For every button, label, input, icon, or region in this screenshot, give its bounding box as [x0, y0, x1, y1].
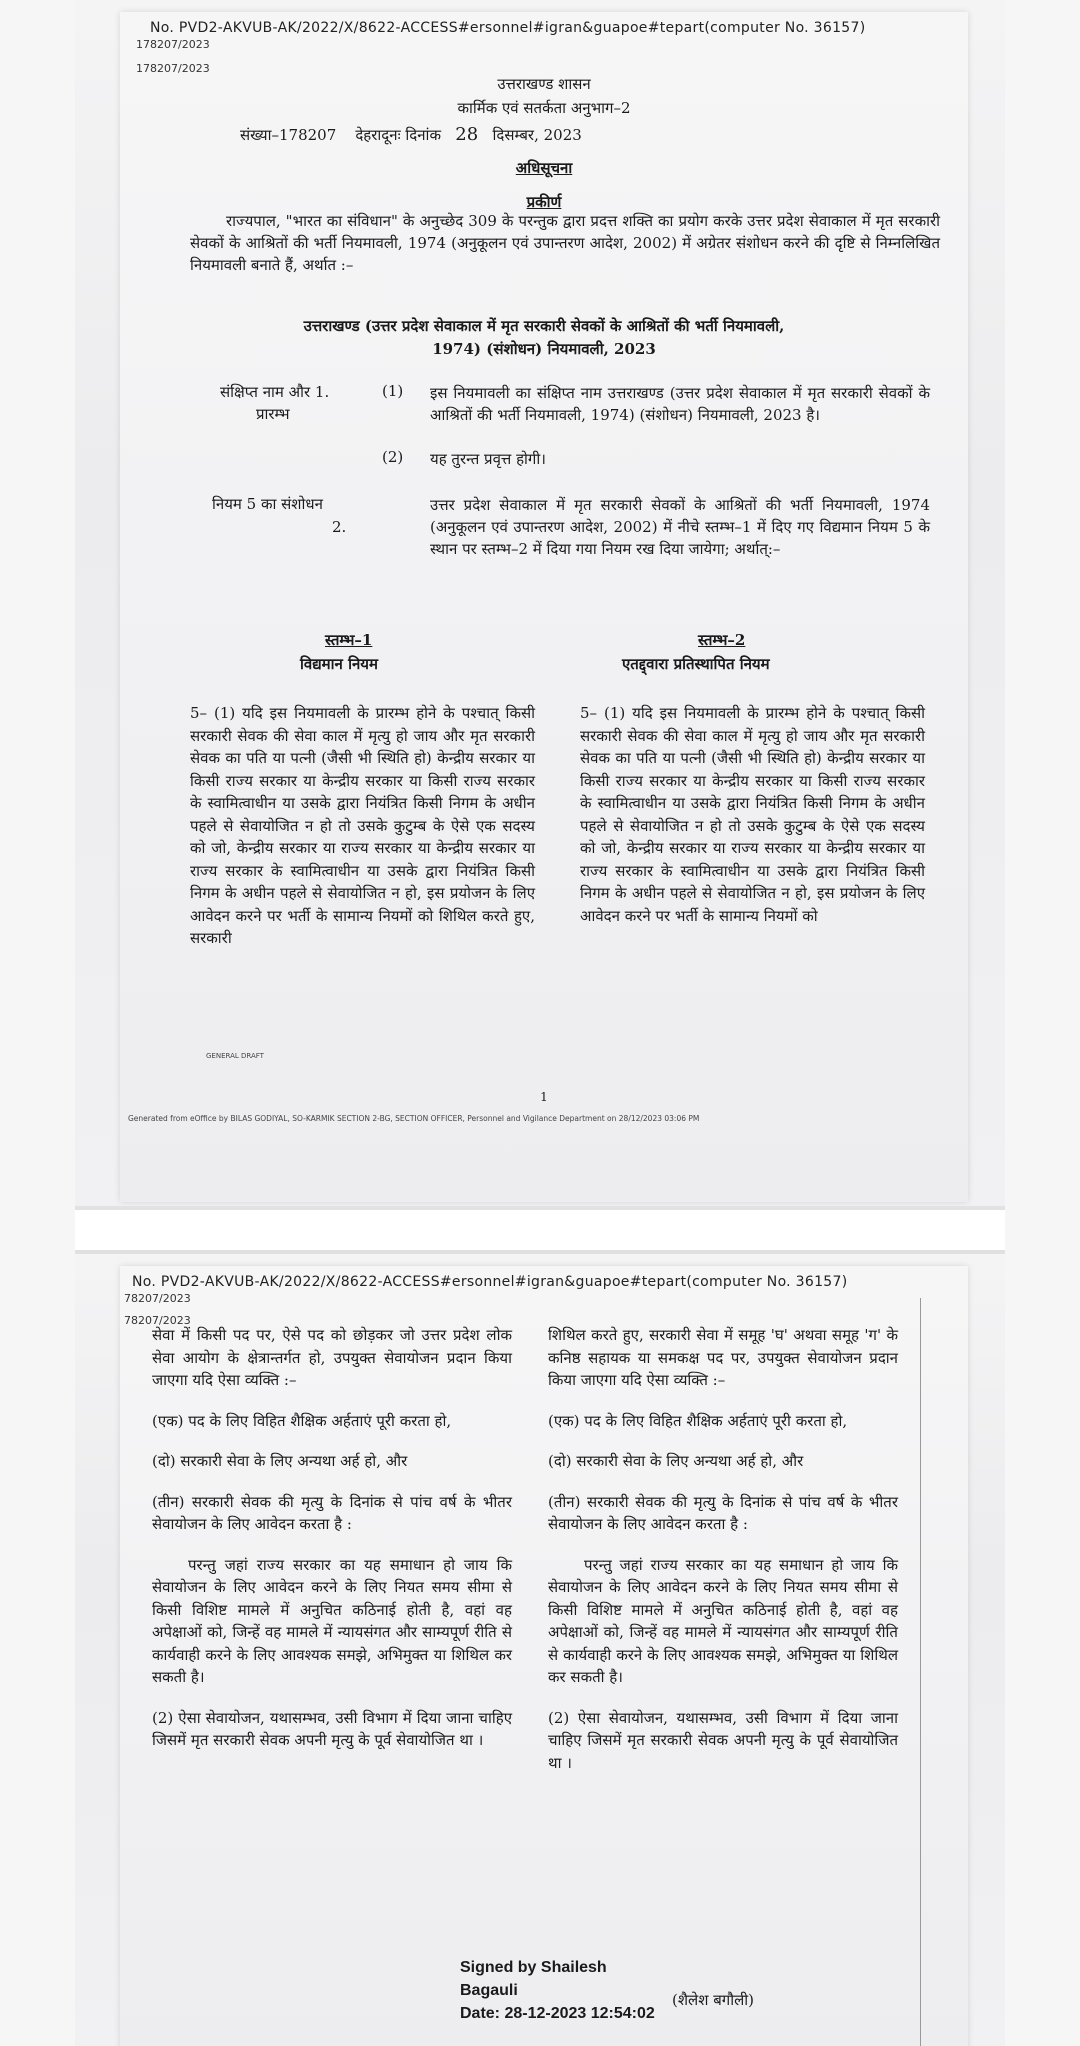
column-1-paragraph: (दो) सरकारी सेवा के लिए अन्यथा अर्ह हो, और: [152, 1452, 408, 1470]
column-1-heading: स्तम्भ–1: [325, 631, 373, 649]
page-border-line: [920, 1298, 921, 2046]
signatory-name: (शैलेश बगौली): [672, 1991, 754, 2009]
column-2-heading: स्तम्भ–2: [698, 631, 746, 649]
reference-number: 78207/2023: [124, 1314, 191, 1327]
reference-number: 78207/2023: [124, 1292, 191, 1305]
issue-month-year: दिसम्बर, 2023: [492, 126, 582, 144]
government-header: उत्तराखण्ड शासन: [497, 75, 591, 93]
reference-number: 178207/2023: [136, 38, 210, 51]
signature-date: Date: 28-12-2023 12:54:02: [460, 2005, 655, 2022]
notification-title: अधिसूचना: [515, 159, 573, 177]
issue-day: 28: [455, 124, 479, 145]
eoffice-footer: Generated from eOffice by BILAS GODIYAL, SO-KARMIK SECTION 2-BG, SECTION OFFICER, Personnel and Vigilance Department on 28/12/2023 03:06 PM: [128, 1114, 700, 1123]
signature-line: Bagauli: [460, 1982, 518, 1999]
file-number: No. PVD2-AKVUB-AK/2022/X/8622-ACCESS#ersonnel#igran&guapoe#tepart(computer No. 36157): [150, 20, 866, 36]
rule-title-line-1: उत्तराखण्ड (उत्तर प्रदेश सेवाकाल में मृत सरकारी सेवकों के आश्रितों की भर्ती नियमावली,: [303, 317, 785, 335]
issue-line: [240, 124, 582, 145]
section-1-label-2: प्रारम्भ: [256, 405, 290, 423]
section-2-text: उत्तर प्रदेश सेवाकाल में मृत सरकारी सेवकों के आश्रितों की भर्ती नियमावली, 1974 (अनुकूलन एवं उपान्तरण आदेश, 2002) में नीचे स्तम्भ–1 में दिए गए विद्यमान नियम 5 के स्थान पर स्तम्भ–2 में दिया गया नियम रख दिया जायेगा; अर्थात्:–: [430, 496, 930, 558]
column-1-paragraph: (एक) पद के लिए विहित शैक्षिक अर्हताएं पूरी करता हो,: [152, 1411, 452, 1430]
column-2-proviso: परन्तु जहां राज्य सरकार का यह समाधान हो जाय कि सेवायोजन के लिए आवेदन करने के लिए नियत समय सीमा से किसी विशिष्ट मामले में अनुचित कठिनाई होती है, वहां वह अपेक्षाओं को, जिन्हें वह मामले में न्यायसंगत और साम्यपूर्ण रीति से कार्यवाही करने के लिए आवश्यक समझे, अभिमुक्त या शिथिल कर सकती है।: [548, 1555, 898, 1686]
clause-1-text: इस नियमावली का संक्षिप्त नाम उत्तराखण्ड (उत्तर प्रदेश सेवाकाल में मृत सरकारी सेवकों के आश्रितों की भर्ती नियमावली, 1974) (संशोधन) नियमावली, 2023 है।: [430, 384, 930, 424]
left-margin: [0, 0, 75, 2046]
column-1-proviso: परन्तु जहां राज्य सरकार का यह समाधान हो जाय कि सेवायोजन के लिए आवेदन करने के लिए नियत समय सीमा से किसी विशिष्ट मामले में अनुचित कठिनाई होती है, वहां वह अपेक्षाओं को, जिन्हें वह मामले में न्यायसंगत और साम्यपूर्ण रीति से कार्यवाही करने के लिए आवश्यक समझे, अभिमुक्त या शिथिल कर सकती है।: [152, 1555, 512, 1686]
scanned-page-1: [75, 0, 1005, 1210]
section-2-number: 2.: [332, 518, 347, 536]
paper-sheet-1: [120, 12, 968, 1202]
right-margin: [1005, 0, 1080, 2046]
draft-tag: GENERAL DRAFT: [206, 1052, 264, 1060]
column-2-paragraph: शिथिल करते हुए, सरकारी सेवा में समूह 'घ' अथवा समूह 'ग' के कनिष्ठ सहायक या समकक्ष पद पर, उपयुक्त सेवायोजन प्रदान किया जाएगा यदि ऐसा व्यक्ति :–: [548, 1326, 898, 1389]
rule-title-line-2: 1974) (संशोधन) नियमावली, 2023: [432, 340, 656, 358]
page-number: 1: [540, 1090, 548, 1104]
column-1-continued: [152, 1324, 512, 1770]
scanned-page-2: [75, 1250, 1005, 2046]
column-2-paragraph: (दो) सरकारी सेवा के लिए अन्यथा अर्ह हो, और: [548, 1452, 804, 1470]
column-1-paragraph: सेवा में किसी पद पर, ऐसे पद को छोड़कर जो उत्तर प्रदेश लोक सेवा आयोग के क्षेत्रान्तर्गत हो, उपयुक्त सेवायोजन प्रदान किया जाएगा यदि ऐसा व्यक्ति :–: [152, 1326, 512, 1389]
department-header: कार्मिक एवं सतर्कता अनुभाग–2: [457, 99, 631, 117]
issue-number: संख्या–178207: [240, 126, 337, 144]
place-date: देहरादूनः दिनांक: [355, 126, 441, 144]
digital-signature: [460, 1956, 655, 2025]
reference-number: 178207/2023: [136, 62, 210, 75]
column-1-paragraph: (2) ऐसा सेवायोजन, यथासम्भव, उसी विभाग में दिया जाना चाहिए जिसमें मृत सरकारी सेवक अपनी मृत्यु के पूर्व सेवायोजित था ।: [152, 1708, 512, 1749]
column-1-subheading: विद्यमान नियम: [300, 655, 378, 673]
preamble: राज्यपाल, "भारत का संविधान" के अनुच्छेद 309 के परन्तुक द्वारा प्रदत्त शक्ति का प्रयोग करके उत्तर प्रदेश सेवाकाल में मृत सरकारी सेवकों के आश्रितों की भर्ती नियमावली, 1974 (अनुकूलन एवं उपान्तरण आदेश, 2002) में अग्रेतर संशोधन करने की दृष्टि से निम्नलिखित नियमावली बनाते हैं, अर्थात :–: [190, 212, 940, 274]
column-1-text: 5– (1) यदि इस नियमावली के प्रारम्भ होने के पश्चात् किसी सरकारी सेवक की सेवा काल में मृत्यु हो जाय और मृत सरकारी सेवक का पति या पत्नी (जैसी भी स्थिति हो) केन्द्रीय सरकार या किसी राज्य सरकार या केन्द्रीय सरकार या किसी राज्य सरकार के स्वामित्वाधीन या उसके द्वारा नियंत्रित किसी निगम के अधीन पहले से सेवायोजित न हो तो उसके कुटुम्ब के ऐसे एक सदस्य को जो, केन्द्रीय सरकार या राज्य सरकार या केन्द्रीय सरकार या राज्य सरकार के स्वामित्वाधीन या उसके द्वारा नियंत्रित किसी निगम के अधीन पहले से सेवायोजित न हो, इस प्रयोजन के लिए आवेदन करने पर भर्ती के सामान्य नियमों को शिथिल करते हुए, सरकारी: [190, 704, 535, 947]
clause-number: (2): [382, 448, 404, 466]
section-2-label: नियम 5 का संशोधन: [212, 495, 323, 513]
column-2-subheading: एतद्द्वारा प्रतिस्थापित नियम: [622, 655, 770, 673]
column-2-paragraph: (तीन) सरकारी सेवक की मृत्यु के दिनांक से पांच वर्ष के भीतर सेवायोजन के लिए आवेदन करता है :: [548, 1492, 898, 1533]
column-1-paragraph: (तीन) सरकारी सेवक की मृत्यु के दिनांक से पांच वर्ष के भीतर सेवायोजन के लिए आवेदन करता है :: [152, 1492, 512, 1533]
signature-line: Signed by Shailesh: [460, 1959, 607, 1976]
file-number: No. PVD2-AKVUB-AK/2022/X/8622-ACCESS#ersonnel#igran&guapoe#tepart(computer No. 36157): [132, 1274, 848, 1290]
paper-sheet-2: [120, 1266, 968, 2046]
section-1-label: संक्षिप्त नाम और 1.: [220, 383, 330, 401]
column-2-text: 5– (1) यदि इस नियमावली के प्रारम्भ होने के पश्चात् किसी सरकारी सेवक की सेवा काल में मृत्यु हो जाय और मृत सरकारी सेवक का पति या पत्नी (जैसी भी स्थिति हो) केन्द्रीय सरकार या किसी राज्य सरकार या केन्द्रीय सरकार या किसी राज्य सरकार के स्वामित्वाधीन या उसके द्वारा नियंत्रित किसी निगम के अधीन पहले से सेवायोजित न हो तो उसके कुटुम्ब के ऐसे एक सदस्य को जो, केन्द्रीय सरकार या राज्य सरकार या केन्द्रीय सरकार या राज्य सरकार के स्वामित्वाधीन या उसके द्वारा नियंत्रित किसी निगम के अधीन पहले से सेवायोजित न हो, इस प्रयोजन के लिए आवेदन करने पर भर्ती के सामान्य नियमों को: [580, 704, 925, 925]
clause-number: (1): [382, 382, 404, 400]
column-2-paragraph: (2) ऐसा सेवायोजन, यथासम्भव, उसी विभाग में दिया जाना चाहिए जिसमें मृत सरकारी सेवक अपनी मृत्यु के पूर्व सेवायोजित था ।: [548, 1708, 898, 1772]
column-2-continued: [548, 1324, 898, 1792]
clause-2-text: यह तुरन्त प्रवृत्त होगी।: [430, 450, 546, 468]
column-2-paragraph: (एक) पद के लिए विहित शैक्षिक अर्हताएं पूरी करता हो,: [548, 1411, 848, 1430]
misc-title: प्रकीर्ण: [526, 193, 562, 211]
